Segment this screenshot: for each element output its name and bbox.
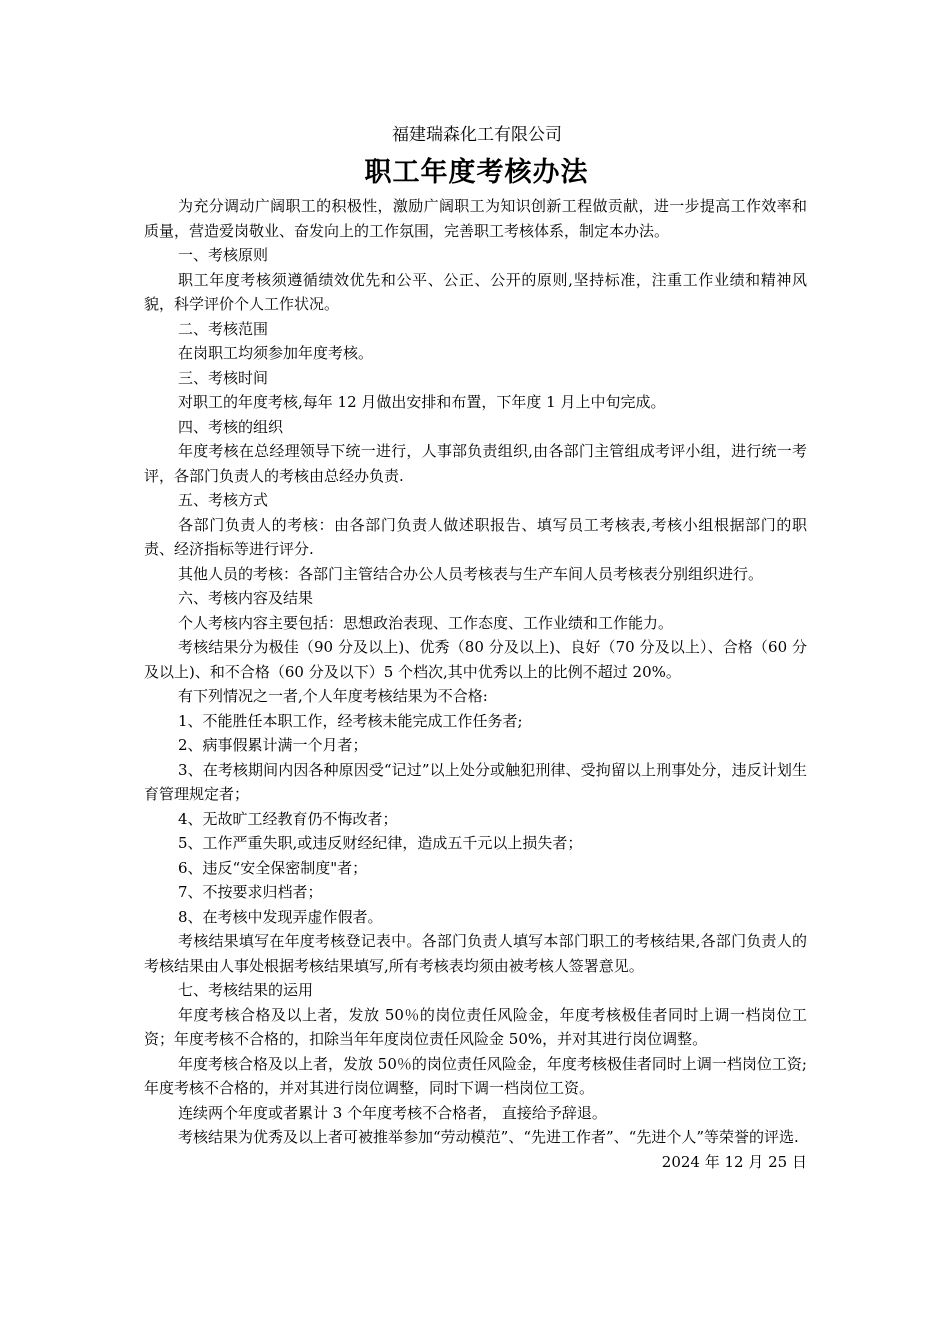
document-page xyxy=(144,122,807,1174)
paragraph: 有下列情况之一者,个人年度考核结果为不合格: xyxy=(178,687,488,705)
company-name: 福建瑞森化工有限公司 xyxy=(392,125,562,145)
paragraph: 在岗职工均须参加年度考核。 xyxy=(178,344,374,362)
paragraph: 年度考核在总经理领导下统一进行，人事部负责组织,由各部门主管组成考评小组，进行统一考评，各部门负责人的考核由总经办负责. xyxy=(144,442,807,485)
paragraph: 连续两个年度或者累计 3 个年度考核不合格者， 直接给予辞退。 xyxy=(178,1103,607,1122)
paragraph: 六、考核内容及结果 xyxy=(178,589,314,607)
paragraph: 3、在考核期间内因各种原因受“记过”以上处分或触犯刑律、受拘留以上刑事处分，违反计划生育管理规定者； xyxy=(144,760,807,803)
paragraph: 其他人员的考核：各部门主管结合办公人员考核表与生产车间人员考核表分别组织进行。 xyxy=(178,564,764,583)
paragraph: 4、无故旷工经教育仍不悔改者； xyxy=(178,809,398,828)
document-body xyxy=(144,194,807,1150)
paragraph: 7、不按要求归档者； xyxy=(178,883,323,901)
paragraph: 职工年度考核须遵循绩效优先和公平、公正、公开的原则,坚持标准，注重工作业绩和精神风貌，科学评价个人工作状况。 xyxy=(144,270,807,313)
paragraph: 七、考核结果的运用 xyxy=(178,981,314,999)
paragraph: 三、考核时间 xyxy=(178,368,269,387)
paragraph: 各部门负责人的考核：由各部门负责人做述职报告、填写员工考核表,考核小组根据部门的职责、经济指标等进行评分. xyxy=(144,515,807,558)
paragraph: 5、工作严重失职,或违反财经纪律，造成五千元以上损失者； xyxy=(178,834,583,852)
paragraph: 年度考核合格及以上者，发放 50％的岗位责任风险金，年度考核极佳者同时上调一档岗位工资;年度考核不合格的，并对其进行岗位调整，同时下调一档岗位工资。 xyxy=(144,1054,807,1097)
paragraph: 为充分调动广阔职工的积极性，激励广阔职工为知识创新工程做贡献，进一步提高工作效率和质量，营造爱岗敬业、奋发向上的工作氛围，完善职工考核体系，制定本办法。 xyxy=(144,197,807,240)
paragraph: 考核结果为优秀及以上者可被推举参加“劳动模范”、“先进工作者”、“先进个人”等荣誉的评选. xyxy=(178,1128,799,1146)
paragraph: 1、不能胜任本职工作，经考核未能完成工作任务者; xyxy=(178,711,523,730)
paragraph: 一、考核原则 xyxy=(178,246,269,264)
paragraph: 考核结果填写在年度考核登记表中。各部门负责人填写本部门职工的考核结果,各部门负责人的考核结果由人事处根据考核结果填写,所有考核表均须由被考核人签署意见。 xyxy=(144,932,807,975)
paragraph: 年度考核合格及以上者，发放 50％的岗位责任风险金，年度考核极佳者同时上调一档岗位工资；年度考核不合格的，扣除当年年度岗位责任风险金 50%，并对其进行岗位调整。 xyxy=(144,1005,807,1048)
document-date: 2024 年 12 月 25 日 xyxy=(661,1152,807,1171)
paragraph: 四、考核的组织 xyxy=(178,417,284,436)
paragraph: 2、病事假累计满一个月者； xyxy=(178,736,368,754)
paragraph: 对职工的年度考核,每年 12 月做出安排和布置，下年度 1 月上中旬完成。 xyxy=(178,393,666,411)
paragraph: 二、考核范围 xyxy=(178,319,269,338)
paragraph: 8、在考核中发现弄虚作假者。 xyxy=(178,907,383,926)
document-title: 职工年度考核办法 xyxy=(364,157,589,188)
paragraph: 个人考核内容主要包括：思想政治表现、工作态度、工作业绩和工作能力。 xyxy=(178,613,674,632)
paragraph: 五、考核方式 xyxy=(178,491,269,509)
paragraph: 6、违反“安全保密制度"者； xyxy=(178,858,368,877)
paragraph: 考核结果分为极佳（90 分及以上)、优秀（80 分及以上)、良好（70 分及以上）、合格（60 分及以上)、和不合格（60 分及以下）5 个档次,其中优秀以上的比例不超过 20%。 xyxy=(144,638,807,681)
